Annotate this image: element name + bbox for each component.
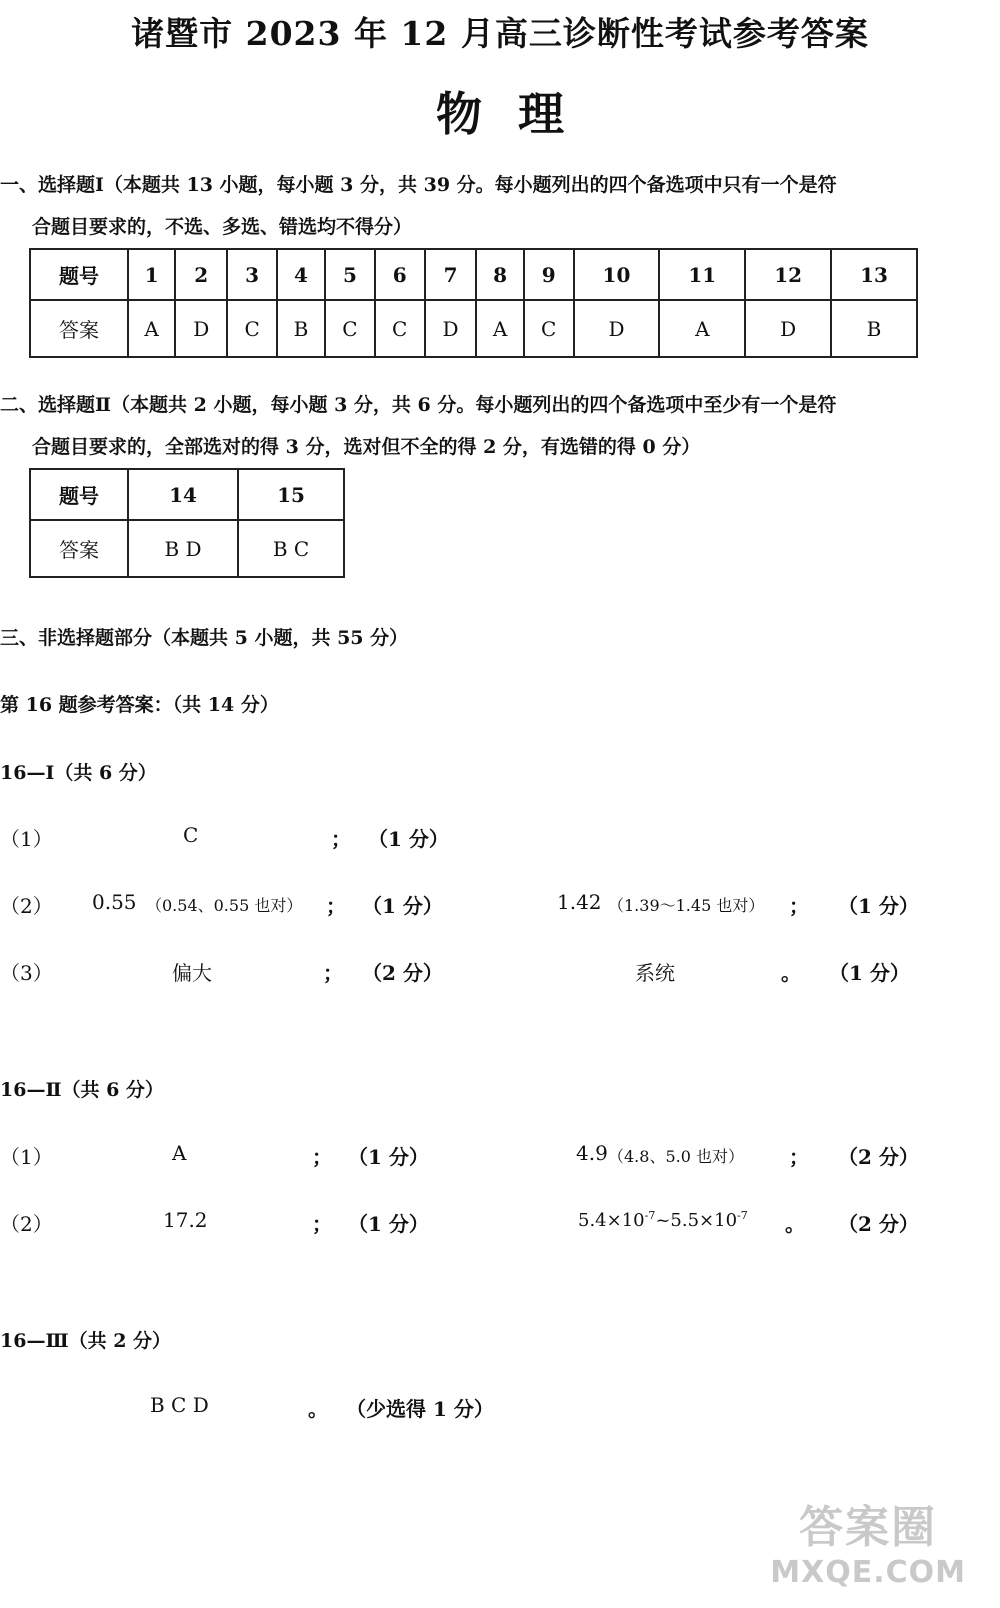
answer-cell: B D	[128, 520, 238, 577]
part1-r2-sep2: ；	[789, 894, 809, 918]
row-label-question: 题号	[30, 249, 128, 300]
section1-heading-line2: 合题目要求的，不选、多选、错选均不得分）	[32, 216, 413, 238]
row-label-answer: 答案	[30, 300, 128, 357]
table-row-answers	[30, 520, 344, 577]
question-number: 3	[227, 249, 277, 300]
part2-r2-answer: 17.2	[163, 1208, 208, 1232]
part1-r2-note: （0.54、0.55 也对）	[146, 896, 303, 915]
section2-heading-line1: 二、选择题Ⅱ（本题共 2 小题，每小题 3 分，共 6 分。每小题列出的四个备选项中至少有一个是符	[0, 394, 837, 416]
answer-cell: A	[659, 300, 745, 357]
question-number: 7	[425, 249, 477, 300]
part3-answer: B C D	[150, 1393, 209, 1417]
question-number: 14	[128, 469, 238, 520]
answer2-part-mid: ~5.5×10	[655, 1210, 738, 1231]
row-label-question: 题号	[30, 469, 128, 520]
part1-r1-num: （1）	[0, 827, 53, 851]
section3-heading: 三、非选择题部分（本题共 5 小题，共 55 分）	[0, 627, 409, 649]
answer-cell: D	[574, 300, 660, 357]
answer-cell: A	[128, 300, 175, 357]
part1-r3-num: （3）	[0, 961, 53, 985]
answer-cell: C	[227, 300, 277, 357]
section2-heading-line2: 合题目要求的，全部选对的得 3 分，选对但不全的得 2 分，有选错的得 0 分）	[32, 436, 701, 458]
question-number: 4	[277, 249, 325, 300]
part1-r3-score: （2 分）	[362, 961, 443, 985]
question-number: 5	[325, 249, 375, 300]
question-number: 15	[238, 469, 344, 520]
part2-r2-sep2: 。	[785, 1212, 805, 1236]
part2-r2-score2: （2 分）	[838, 1212, 919, 1236]
watermark-line2: MXQE.COM	[770, 1555, 966, 1590]
part1-r2-score: （1 分）	[362, 894, 443, 918]
section1-heading-line1: 一、选择题Ⅰ（本题共 13 小题，每小题 3 分，共 39 分。每小题列出的四个备选项中只有一个是符	[0, 174, 837, 196]
part1-r2-score2: （1 分）	[838, 894, 919, 918]
answer2-part-a: 5.4×10	[578, 1210, 645, 1231]
answer-cell: B C	[238, 520, 344, 577]
answer-cell: D	[745, 300, 831, 357]
answer-cell: B	[831, 300, 917, 357]
answer-cell: C	[375, 300, 425, 357]
question-number: 8	[476, 249, 523, 300]
question-number: 10	[574, 249, 660, 300]
part1-r2-note2: （1.39～1.45 也对）	[608, 896, 765, 915]
part3-score: （少选得 1 分）	[346, 1397, 494, 1421]
part1-r3-score2: （1 分）	[829, 961, 910, 985]
part1-r2-num: （2）	[0, 894, 53, 918]
answer-cell: B	[277, 300, 325, 357]
part2-r1-score: （1 分）	[348, 1145, 429, 1169]
row-label-answer: 答案	[30, 520, 128, 577]
question-number: 9	[524, 249, 574, 300]
part2-r2-answer2	[578, 1209, 748, 1231]
table-row-questions	[30, 469, 344, 520]
part1-r3-sep: ；	[323, 961, 343, 985]
answer-cell: A	[476, 300, 523, 357]
part2-r1-note2: （4.8、5.0 也对）	[608, 1147, 744, 1166]
part2-r2-num: （2）	[0, 1212, 53, 1236]
subject-title: 物理	[436, 87, 600, 141]
part2-r1-num: （1）	[0, 1145, 53, 1169]
answer-cell: C	[325, 300, 375, 357]
question-number: 11	[659, 249, 745, 300]
section1-answer-table	[29, 248, 918, 358]
part2-r1-answer: A	[172, 1141, 187, 1165]
part2-r2-sep: ；	[312, 1212, 332, 1236]
section2-answer-table	[29, 468, 345, 578]
watermark-line1: 答案圈	[799, 1502, 938, 1553]
document-title: 诸暨市 2023 年 12 月高三诊断性考试参考答案	[131, 14, 869, 53]
part2-r1-sep2: ；	[789, 1145, 809, 1169]
part1-r3-sep2: 。	[781, 961, 801, 985]
answer-cell: D	[175, 300, 227, 357]
q16-heading: 第 16 题参考答案：（共 14 分）	[0, 694, 279, 716]
part2-r2-score: （1 分）	[348, 1212, 429, 1236]
part2-r1-score2: （2 分）	[838, 1145, 919, 1169]
part1-r2-answer2: 1.42	[557, 890, 602, 914]
answer2-exponent-a: -7	[644, 1209, 656, 1222]
watermark-logo	[770, 1491, 966, 1590]
question-number: 1	[128, 249, 175, 300]
part1-r3-answer: 偏大	[172, 961, 212, 985]
part1-r2-sep: ；	[326, 894, 346, 918]
question-number: 13	[831, 249, 917, 300]
part1-r2-answer: 0.55	[92, 890, 137, 914]
part1-r1-sep: ；	[331, 827, 351, 851]
answer-cell: C	[524, 300, 574, 357]
answer2-exponent-b: -7	[737, 1209, 748, 1222]
part2-r1-answer2: 4.9	[576, 1141, 608, 1165]
question-number: 2	[175, 249, 227, 300]
part1-r3-answer2: 系统	[635, 961, 675, 985]
part3-heading: 16—Ⅲ（共 2 分）	[0, 1330, 172, 1352]
part1-r1-score: （1 分）	[368, 827, 449, 851]
question-number: 6	[375, 249, 425, 300]
part1-r1-answer: C	[183, 823, 199, 847]
part1-heading: 16—Ⅰ（共 6 分）	[0, 762, 157, 784]
table-row-questions	[30, 249, 917, 300]
question-number: 12	[745, 249, 831, 300]
part2-heading: 16—Ⅱ（共 6 分）	[0, 1079, 164, 1101]
answer-cell: D	[425, 300, 477, 357]
part2-r1-sep: ；	[312, 1145, 332, 1169]
table-row-answers	[30, 300, 917, 357]
part3-sep: 。	[308, 1397, 328, 1421]
